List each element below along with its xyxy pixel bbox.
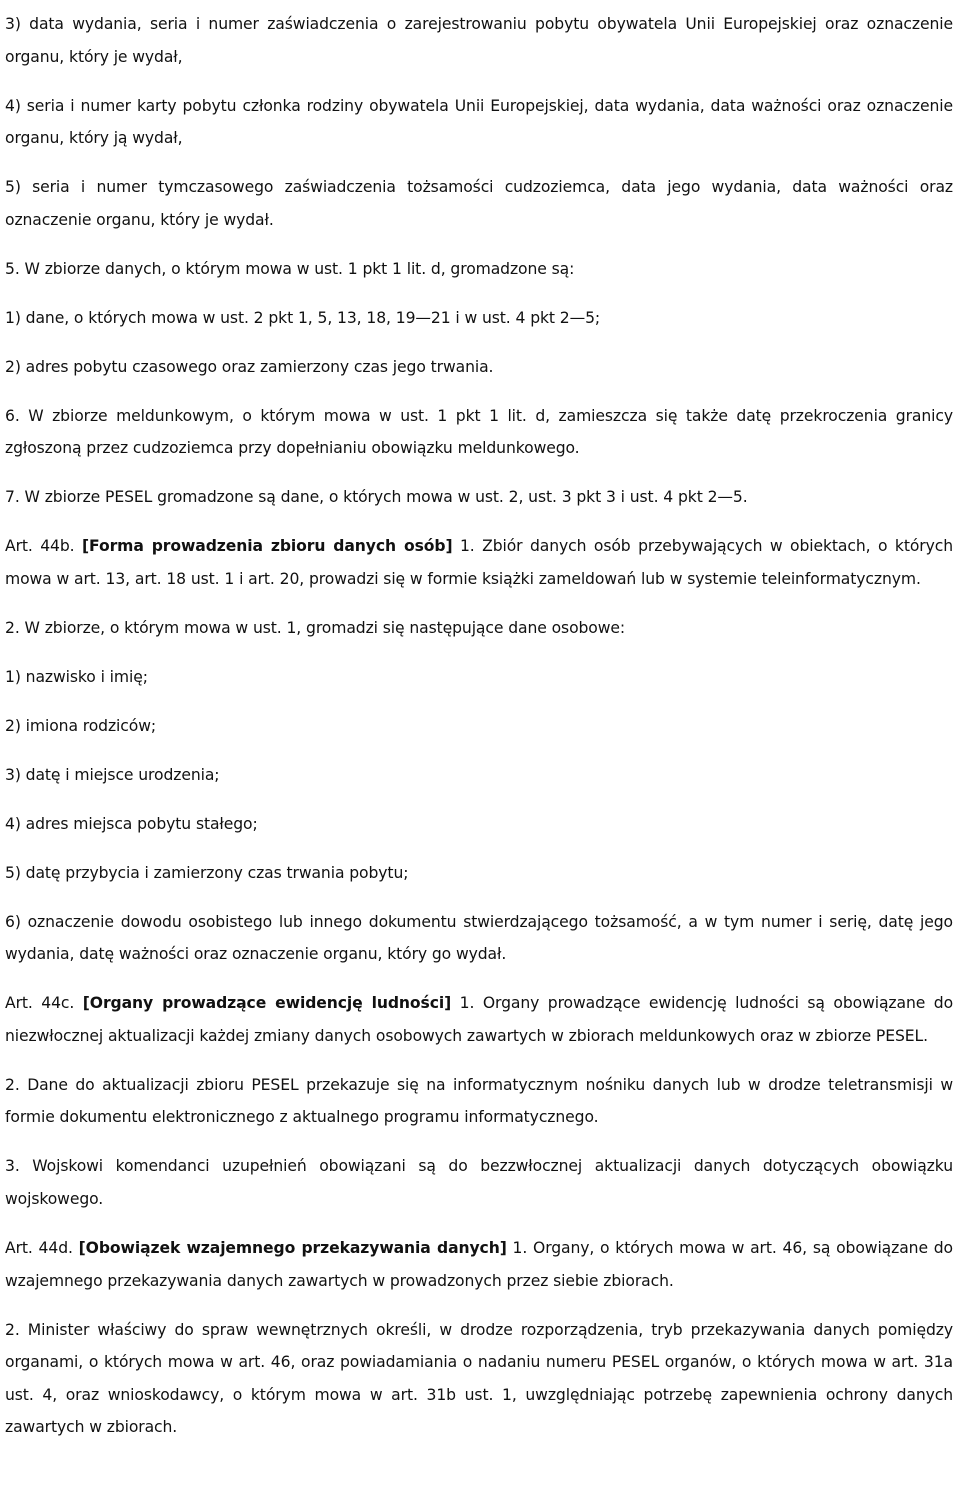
list-item: 5) datę przybycia i zamierzony czas trwania pobytu; xyxy=(5,863,409,882)
list-item: 3) datę i miejsce urodzenia; xyxy=(5,765,220,784)
paragraph: 2. Dane do aktualizacji zbioru PESEL przekazuje się na informatycznym nośniku danych lub w drodze teletransmisji w formie dokumentu elektronicznego z aktualnego programu informatycznego. xyxy=(5,1075,953,1127)
article-number: Art. 44b. xyxy=(5,537,83,556)
document-page xyxy=(5,0,953,1444)
list-item: 4) adres miejsca pobytu stałego; xyxy=(5,814,258,833)
article-text: 1. Organy, o których mowa w art. 46, są obowiązane do wzajemnego przekazywania danych zawartych w prowadzonych przez siebie zbiorach. xyxy=(5,1239,953,1290)
paragraph: 3. Wojskowi komendanci uzupełnień obowiązani są do bezzwłocznej aktualizacji danych dotyczących obowiązku wojskowego. xyxy=(5,1157,953,1209)
article-44d-paragraph xyxy=(5,1232,953,1297)
article-title: [Organy prowadzące ewidencję ludności] xyxy=(82,994,452,1013)
paragraph: 2. W zbiorze, o którym mowa w ust. 1, gromadzi się następujące dane osobowe: xyxy=(5,618,626,637)
paragraph: 5) seria i numer tymczasowego zaświadczenia tożsamości cudzoziemca, data jego wydania, data ważności oraz oznaczenie organu, który je wydał. xyxy=(5,178,953,229)
paragraph: 7. W zbiorze PESEL gromadzone są dane, o których mowa w ust. 2, ust. 3 pkt 3 i ust. 4 pkt 2—5. xyxy=(5,488,748,507)
paragraph: 6. W zbiorze meldunkowym, o którym mowa w ust. 1 pkt 1 lit. d, zamieszcza się także datę przekroczenia granicy zgłoszoną przez cudzoziemca przy dopełnianiu obowiązku meldunkowego. xyxy=(5,406,953,458)
article-44c-paragraph xyxy=(5,987,953,1052)
paragraph: 5. W zbiorze danych, o którym mowa w ust. 1 pkt 1 lit. d, gromadzone są: xyxy=(5,259,575,278)
paragraph: 4) seria i numer karty pobytu członka rodziny obywatela Unii Europejskiej, data wydania, data ważności oraz oznaczenie organu, który ją wydał, xyxy=(5,96,953,148)
article-text: 1. Zbiór danych osób przebywających w obiektach, o których mowa w art. 13, art. 18 ust. 1 i art. 20, prowadzi się w formie książki zameldowań lub w systemie teleinformatycznym. xyxy=(5,537,953,588)
list-item: 2) imiona rodziców; xyxy=(5,716,156,735)
article-text: 1. Organy prowadzące ewidencję ludności są obowiązane do niezwłocznej aktualizacji każdej zmiany danych osobowych zawartych w zbiorach meldunkowych oraz w zbiorze PESEL. xyxy=(5,994,954,1045)
list-item: 6) oznaczenie dowodu osobistego lub innego dokumentu stwierdzającego tożsamość, a w tym numer i serię, datę jego wydania, datę ważności oraz oznaczenie organu, który go wydał. xyxy=(5,912,953,964)
paragraph: 3) data wydania, seria i numer zaświadczenia o zarejestrowaniu pobytu obywatela Unii Europejskiej oraz oznaczenie organu, który je wydał, xyxy=(5,15,953,66)
article-number: Art. 44c. xyxy=(5,994,83,1013)
paragraph: 2. Minister właściwy do spraw wewnętrznych określi, w drodze rozporządzenia, tryb przekazywania danych pomiędzy organami, o których mowa w art. 46, oraz powiadamiania o nadaniu numeru PESEL organów, o których mowa w art. 31a ust. 4, oraz wnioskodawcy, o którym mowa w art. 31b ust. 1, uwzględniając potrzebę zapewnienia ochrony danych zawartych w zbiorach. xyxy=(5,1320,953,1437)
article-44b-paragraph xyxy=(5,530,953,595)
article-title: [Forma prowadzenia zbioru danych osób] xyxy=(82,537,453,556)
article-title: [Obowiązek wzajemnego przekazywania danych] xyxy=(78,1239,507,1258)
paragraph: 2) adres pobytu czasowego oraz zamierzony czas jego trwania. xyxy=(5,357,494,376)
article-number: Art. 44d. xyxy=(5,1239,79,1258)
paragraph: 1) dane, o których mowa w ust. 2 pkt 1, 5, 13, 18, 19—21 i w ust. 4 pkt 2—5; xyxy=(5,308,601,327)
list-item: 1) nazwisko i imię; xyxy=(5,667,148,686)
